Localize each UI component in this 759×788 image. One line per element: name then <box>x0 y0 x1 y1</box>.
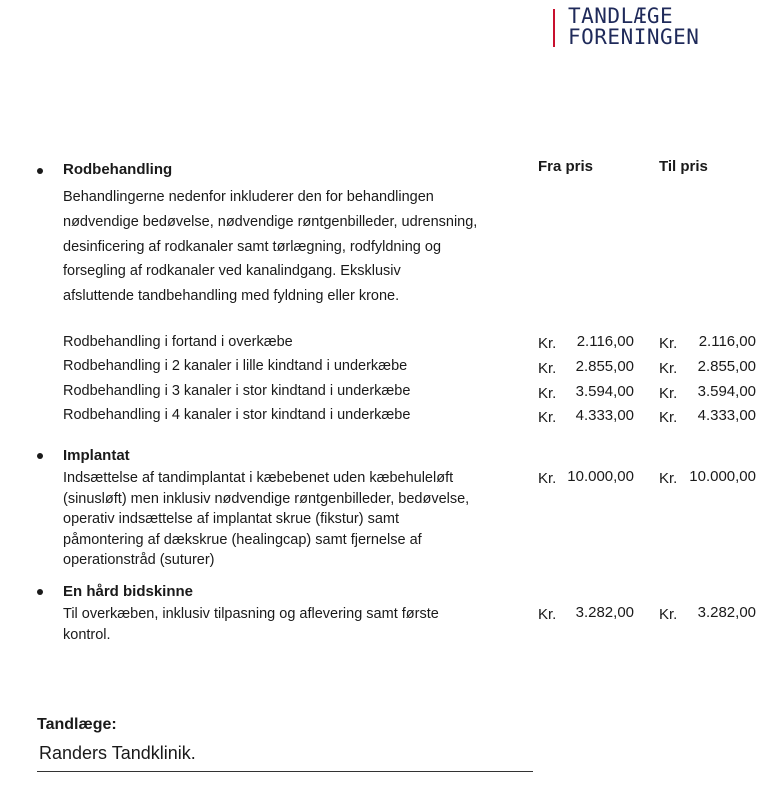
price-row-label: Rodbehandling i 2 kanaler i lille kindtand i underkæbe <box>63 358 408 374</box>
price-to <box>659 358 756 378</box>
price-amount: 3.594,00 <box>575 383 634 400</box>
currency-label: Kr. <box>538 470 557 487</box>
price-to <box>659 333 756 353</box>
bullet-icon <box>37 453 43 459</box>
logo-line-2: FORENINGEN <box>568 25 700 49</box>
price-amount: 2.116,00 <box>576 333 634 350</box>
price-amount: 2.855,00 <box>575 358 634 375</box>
currency-label: Kr. <box>659 335 678 352</box>
description-line: afsluttende tandbehandling med fyldning eller krone. <box>63 288 400 305</box>
currency-label: Kr. <box>538 606 557 623</box>
price-amount: 3.282,00 <box>697 604 756 621</box>
currency-label: Kr. <box>659 385 678 402</box>
dentist-name: Randers Tandklinik. <box>39 743 196 763</box>
bullet-icon <box>37 168 43 174</box>
price-from <box>538 468 634 488</box>
price-amount: 10.000,00 <box>689 468 756 485</box>
section-title-bidskinne: En hård bidskinne <box>63 583 194 600</box>
description-line: påmontering af dækskrue (healingcap) samt fjernelse af <box>63 531 422 548</box>
description-line: Til overkæben, inklusiv tilpasning og aflevering samt første <box>63 606 439 622</box>
description-line: Behandlingerne nedenfor inkluderer den for behandlingen <box>63 189 434 205</box>
description-line: Indsættelse af tandimplantat i kæbebenet uden kæbehuleløft <box>63 470 454 486</box>
price-to <box>659 604 756 624</box>
logo-text <box>568 6 699 48</box>
price-to <box>659 468 756 488</box>
dentist-label: Tandlæge: <box>37 716 117 733</box>
currency-label: Kr. <box>659 470 678 487</box>
price-to <box>659 383 756 403</box>
bullet-icon <box>37 589 43 595</box>
price-row-label: Rodbehandling i 3 kanaler i stor kindtand i underkæbe <box>63 383 411 399</box>
price-from <box>538 604 634 624</box>
currency-label: Kr. <box>538 360 557 377</box>
section-description-rodbehandling <box>63 185 477 309</box>
section-description-bidskinne <box>63 604 439 645</box>
description-line: operationstråd (suturer) <box>63 552 215 568</box>
price-amount: 2.855,00 <box>697 358 756 375</box>
column-header-to: Til pris <box>659 158 708 175</box>
section-description-implantat <box>63 468 469 571</box>
logo-accent-bar <box>553 9 555 47</box>
price-row-label: Rodbehandling i 4 kanaler i stor kindtand i underkæbe <box>63 407 411 423</box>
price-from <box>538 407 634 427</box>
signature-line <box>37 771 533 772</box>
description-line: forsegling af rodkanaler ved kanalindgang. Eksklusiv <box>63 263 401 280</box>
price-to <box>659 407 756 427</box>
price-amount: 4.333,00 <box>575 407 634 424</box>
currency-label: Kr. <box>538 385 557 402</box>
logo-line-1: TANDLÆGE <box>568 4 674 28</box>
description-line: (sinusløft) men inklusiv nødvendige røntgenbilleder, bedøvelse, <box>63 490 470 507</box>
currency-label: Kr. <box>659 606 678 623</box>
section-title-implantat: Implantat <box>63 447 130 464</box>
currency-label: Kr. <box>659 360 678 377</box>
price-from <box>538 333 634 353</box>
description-line: desinficering af rodkanaler samt tørlægning, rodfyldning og <box>63 238 442 255</box>
currency-label: Kr. <box>659 409 678 426</box>
section-title-rodbehandling: Rodbehandling <box>63 161 173 178</box>
price-amount: 10.000,00 <box>567 468 634 485</box>
column-header-from: Fra pris <box>538 158 594 175</box>
currency-label: Kr. <box>538 409 557 426</box>
price-amount: 2.116,00 <box>698 333 756 350</box>
price-amount: 3.282,00 <box>575 604 634 621</box>
description-line: nødvendige bedøvelse, nødvendige røntgenbilleder, udrensning, <box>63 213 478 230</box>
price-from <box>538 383 634 403</box>
price-amount: 4.333,00 <box>697 407 756 424</box>
price-row-label: Rodbehandling i fortand i overkæbe <box>63 334 293 350</box>
description-line: kontrol. <box>63 626 111 643</box>
price-from <box>538 358 634 378</box>
currency-label: Kr. <box>538 335 557 352</box>
price-amount: 3.594,00 <box>697 383 756 400</box>
description-line: operativ indsættelse af implantat skrue (fikstur) samt <box>63 511 400 527</box>
